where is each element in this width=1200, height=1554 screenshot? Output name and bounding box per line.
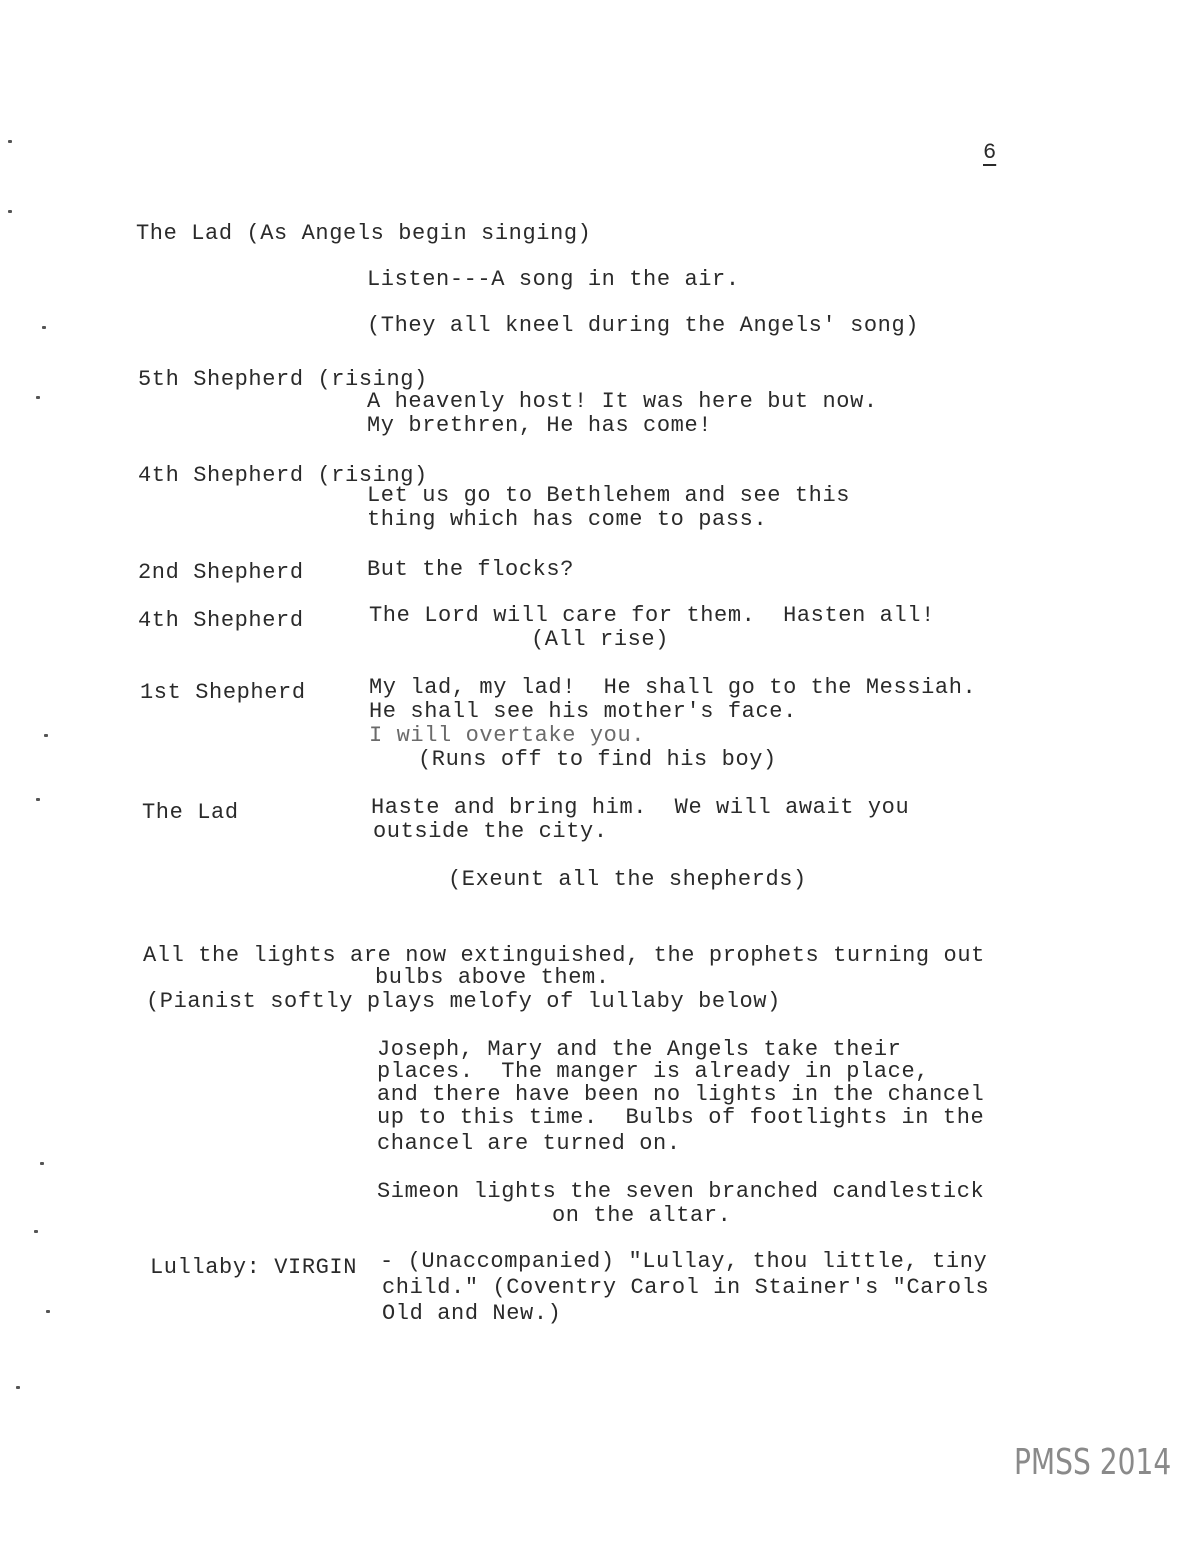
speaker-the-lad: The Lad (142, 800, 239, 825)
dialogue-line: But the flocks? (367, 557, 575, 582)
margin-speck (16, 1386, 20, 1389)
stage-direction-places: Joseph, Mary and the Angels take their (377, 1037, 902, 1062)
margin-speck (8, 210, 12, 213)
stage-direction-pianist: (Pianist softly plays melofy of lullaby below) (146, 989, 781, 1014)
stage-direction-lights: bulbs above them. (375, 965, 610, 990)
lullaby-line: - (Unaccompanied) "Lullay, thou little, tiny (380, 1249, 988, 1274)
speaker-5th-shepherd: 5th Shepherd (rising) (138, 367, 428, 392)
stage-direction-lights: All the lights are now extinguished, the prophets turning out (143, 943, 985, 968)
stage-direction-places: up to this time. Bulbs of footlights in the (377, 1105, 985, 1130)
stage-direction: (They all kneel during the Angels' song) (367, 313, 920, 338)
dialogue-line: Haste and bring him. We will await you (371, 795, 910, 820)
margin-speck (8, 140, 12, 143)
speaker-1st-shepherd: 1st Shepherd (140, 680, 306, 705)
dialogue-line: My brethren, He has come! (367, 413, 713, 438)
margin-speck (46, 1310, 50, 1313)
dialogue-line: My lad, my lad! He shall go to the Messiah. (369, 675, 977, 700)
margin-speck (42, 326, 46, 329)
margin-speck (44, 734, 48, 737)
speaker-4th-shepherd: 4th Shepherd (138, 608, 304, 633)
dialogue-line: He shall see his mother's face. (369, 699, 797, 724)
dialogue-line: I will overtake you. (369, 723, 646, 748)
speaker-2nd-shepherd: 2nd Shepherd (138, 560, 304, 585)
dialogue-line: thing which has come to pass. (367, 507, 768, 532)
margin-speck (36, 396, 40, 399)
dialogue-line: Listen---A song in the air. (367, 267, 740, 292)
stage-direction-simeon: on the altar. (552, 1203, 732, 1228)
lullaby-label: Lullaby: VIRGIN (150, 1255, 358, 1280)
speaker-the-lad: The Lad (As Angels begin singing) (136, 221, 592, 246)
dialogue-line: The Lord will care for them. Hasten all! (369, 603, 935, 628)
lullaby-line: Old and New.) (382, 1301, 562, 1326)
margin-speck (36, 798, 40, 801)
stage-direction: (Runs off to find his boy) (418, 747, 777, 772)
dialogue-line: Let us go to Bethlehem and see this (367, 483, 851, 508)
stage-direction-simeon: Simeon lights the seven branched candlestick (377, 1179, 985, 1204)
margin-speck (40, 1162, 44, 1165)
margin-speck (34, 1230, 38, 1233)
dialogue-line: A heavenly host! It was here but now. (367, 389, 878, 414)
dialogue-line: outside the city. (373, 819, 608, 844)
lullaby-line: child." (Coventry Carol in Stainer's "Carols (382, 1275, 990, 1300)
stage-direction: (Exeunt all the shepherds) (448, 867, 807, 892)
stage-direction-places: chancel are turned on. (377, 1131, 681, 1156)
archive-watermark: PMSS 2014 (1014, 1442, 1172, 1483)
stage-direction: (All rise) (531, 627, 670, 652)
stage-direction-places: places. The manger is already in place, (377, 1059, 930, 1084)
stage-direction-places: and there have been no lights in the chancel (377, 1082, 985, 1107)
page-number: 6 (983, 140, 997, 165)
speaker-4th-shepherd: 4th Shepherd (rising) (138, 463, 428, 488)
